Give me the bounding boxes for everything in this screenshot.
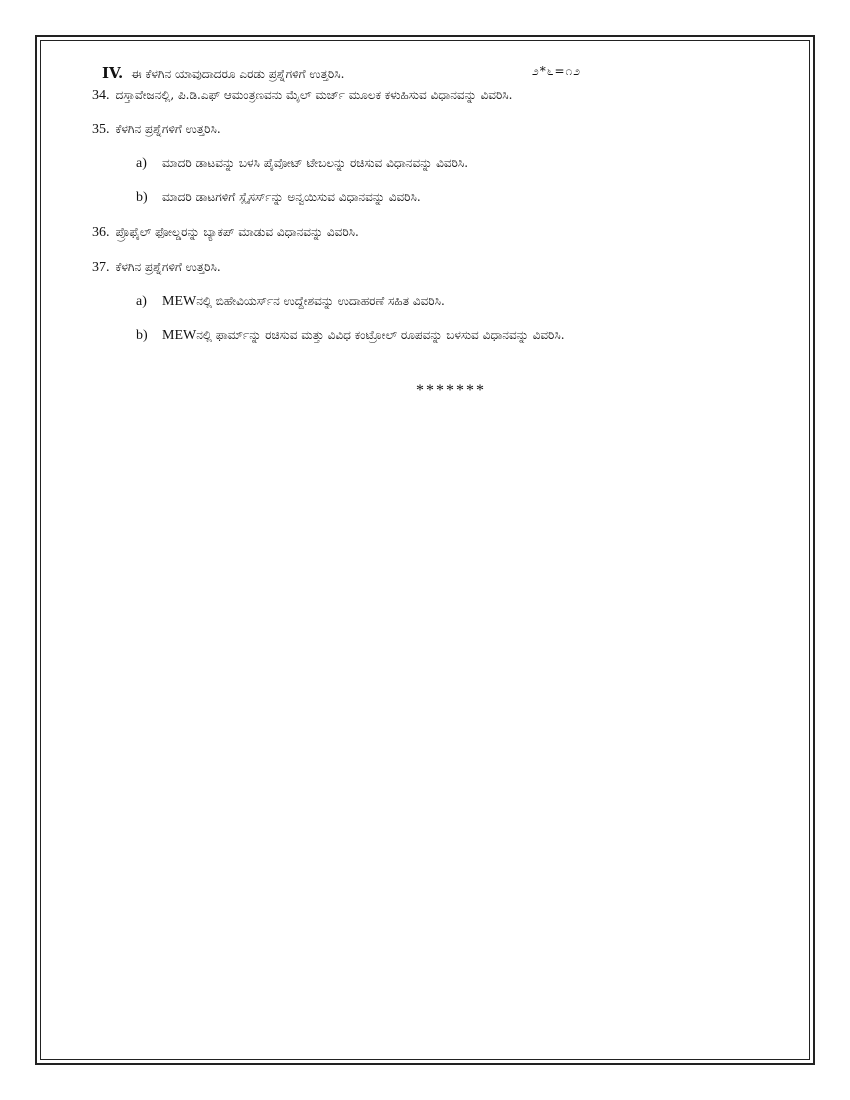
question-35-b (136, 188, 772, 207)
section-instruction: ಈ ಕೆಳಗಿನ ಯಾವುದಾದರೂ ಎರಡು ಪ್ರಶ್ನೆಗಳಿಗೆ ಉತ್ತರಿಸಿ. (131, 67, 345, 81)
sub-question-letter: b) (136, 328, 148, 343)
section-header (92, 64, 772, 86)
question-35-a (136, 154, 772, 173)
sub-question-letter: a) (136, 156, 147, 171)
section-number: IV. (102, 64, 124, 82)
sub-question-text: ಮಾದರಿ ಡಾಟಗಳಿಗೆ ಸ್ಲೈಸರ್ಸ್‌ನ್ನು ಅನ್ವಯಿಸುವ ವಿಧಾನವನ್ನು ವಿವರಿಸಿ. (162, 190, 421, 204)
question-number: 35. (92, 122, 110, 137)
sub-question-body: ನಲ್ಲಿ ಫಾರ್ಮ್‌ನ್ನು ರಚಿಸುವ ಮತ್ತು ವಿವಿಧ ಕಂಟ್ರೋಲ್ ರೂಪವನ್ನು ಬಳಸುವ ವಿಧಾನವನ್ನು ವಿವರಿಸಿ. (196, 328, 565, 342)
sub-question-body: ನಲ್ಲಿ ಬಿಹೇವಿಯರ್ಸ್‌ನ ಉದ್ದೇಶವನ್ನು ಉದಾಹರಣೆ ಸಹಿತ ವಿವರಿಸಿ. (196, 294, 445, 308)
question-number: 37. (92, 260, 110, 275)
question-37 (92, 258, 772, 277)
question-36 (92, 223, 772, 242)
sub-question-text: ಮಾದರಿ ಡಾಟವನ್ನು ಬಳಸಿ ಪೈವೋಟ್ ಟೇಬಲನ್ನು ರಚಿಸುವ ವಿಧಾನವನ್ನು ವಿವರಿಸಿ. (162, 156, 469, 170)
question-34 (92, 86, 772, 105)
question-text: ಕೆಳಗಿನ ಪ್ರಶ್ನೆಗಳಿಗೆ ಉತ್ತರಿಸಿ. (115, 122, 221, 136)
section-marks: ೨*೬=೧೨ (532, 64, 581, 78)
question-paper-content (92, 64, 772, 345)
question-text: ಪ್ರೊಫೈಲ್ ಫೋಲ್ಡರನ್ನು ಬ್ಯಾಕಪ್ ಮಾಡುವ ವಿಧಾನವನ್ನು ವಿವರಿಸಿ. (115, 225, 359, 239)
end-of-paper-marker: ******* (416, 382, 486, 399)
sub-question-letter: a) (136, 294, 147, 309)
sub-question-prefix: MEW (162, 294, 197, 309)
sub-question-text (162, 326, 565, 345)
question-number: 34. (92, 88, 110, 103)
question-37-a (136, 292, 772, 311)
sub-question-text (162, 292, 445, 311)
question-text: ದಸ್ತಾವೇಜನಲ್ಲಿ, ಪಿ.ಡಿ.ಎಫ್ ಆಮಂತ್ರಣವನು ಮೈಲ್ ಮರ್ಜ್ ಮೂಲಕ ಕಳುಹಿಸುವ ವಿಧಾನವನ್ನು ವಿವರಿಸಿ. (115, 88, 513, 102)
sub-question-letter: b) (136, 190, 148, 205)
question-text: ಕೆಳಗಿನ ಪ್ರಶ್ನೆಗಳಿಗೆ ಉತ್ತರಿಸಿ. (115, 260, 221, 274)
sub-question-prefix: MEW (162, 328, 197, 343)
question-number: 36. (92, 225, 110, 240)
question-37-b (136, 326, 772, 345)
question-35 (92, 120, 772, 139)
